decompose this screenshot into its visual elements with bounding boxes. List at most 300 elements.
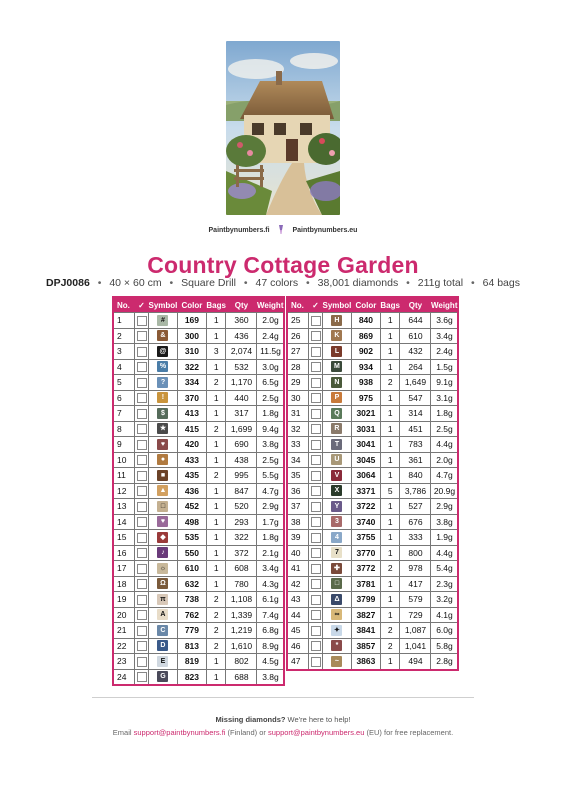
table-row bbox=[113, 607, 284, 623]
row-weight: 1.9g bbox=[431, 530, 459, 546]
table-row bbox=[287, 483, 458, 499]
table-row bbox=[287, 514, 458, 530]
row-qty: 1,108 bbox=[226, 592, 257, 608]
header-qty: Qty bbox=[226, 297, 257, 313]
row-number: 10 bbox=[113, 452, 135, 468]
row-checkbox[interactable] bbox=[135, 669, 149, 685]
row-checkbox[interactable] bbox=[309, 452, 323, 468]
row-color-code: 413 bbox=[177, 406, 206, 422]
row-color-code: 3755 bbox=[351, 530, 380, 546]
symbol-swatch: V bbox=[331, 470, 342, 481]
row-qty: 494 bbox=[400, 654, 431, 670]
row-qty: 729 bbox=[400, 607, 431, 623]
checkbox[interactable] bbox=[311, 440, 321, 450]
row-number: 23 bbox=[113, 654, 135, 670]
symbol-swatch: A bbox=[157, 609, 168, 620]
support-email-fi-link[interactable]: support@paintbynumbers.fi bbox=[133, 728, 226, 737]
row-checkbox[interactable] bbox=[309, 421, 323, 437]
row-qty: 610 bbox=[400, 328, 431, 344]
row-bags: 2 bbox=[206, 607, 226, 623]
row-qty: 608 bbox=[226, 561, 257, 577]
row-weight: 3.4g bbox=[257, 561, 285, 577]
symbol-swatch: G bbox=[157, 671, 168, 682]
table-row bbox=[113, 421, 284, 437]
row-bags: 1 bbox=[206, 514, 226, 530]
row-checkbox[interactable] bbox=[309, 483, 323, 499]
checkbox[interactable] bbox=[137, 564, 147, 574]
symbol-swatch: & bbox=[157, 330, 168, 341]
checkbox[interactable] bbox=[311, 641, 321, 651]
row-bags: 1 bbox=[380, 313, 400, 329]
row-color-code: 813 bbox=[177, 638, 206, 654]
table-row bbox=[287, 328, 458, 344]
checkbox[interactable] bbox=[311, 486, 321, 496]
row-checkbox[interactable] bbox=[135, 406, 149, 422]
row-qty: 322 bbox=[226, 530, 257, 546]
row-symbol bbox=[323, 545, 352, 561]
table-row bbox=[113, 638, 284, 654]
row-checkbox[interactable] bbox=[135, 437, 149, 453]
row-number: 37 bbox=[287, 499, 309, 515]
checkbox[interactable] bbox=[137, 533, 147, 543]
table-row bbox=[287, 421, 458, 437]
checkbox[interactable] bbox=[137, 347, 147, 357]
row-qty: 361 bbox=[400, 452, 431, 468]
row-symbol bbox=[323, 313, 352, 329]
row-bags: 1 bbox=[206, 654, 226, 670]
row-bags: 1 bbox=[206, 576, 226, 592]
row-qty: 527 bbox=[400, 499, 431, 515]
checkbox[interactable] bbox=[311, 424, 321, 434]
table-row bbox=[287, 313, 458, 329]
row-weight: 1.5g bbox=[431, 359, 459, 375]
row-checkbox[interactable] bbox=[309, 638, 323, 654]
checkbox[interactable] bbox=[311, 595, 321, 605]
row-symbol bbox=[323, 390, 352, 406]
row-weight: 4.4g bbox=[431, 437, 459, 453]
checkbox[interactable] bbox=[311, 502, 321, 512]
separator: • bbox=[406, 277, 410, 289]
row-symbol bbox=[149, 421, 178, 437]
row-color-code: 3045 bbox=[351, 452, 380, 468]
row-symbol bbox=[323, 359, 352, 375]
row-bags: 1 bbox=[206, 452, 226, 468]
checkbox[interactable] bbox=[137, 316, 147, 326]
row-weight: 5.8g bbox=[431, 638, 459, 654]
meta-colors: 47 colors bbox=[255, 277, 299, 289]
row-qty: 579 bbox=[400, 592, 431, 608]
row-number: 43 bbox=[287, 592, 309, 608]
row-number: 17 bbox=[113, 561, 135, 577]
checkbox[interactable] bbox=[311, 657, 321, 667]
row-checkbox[interactable] bbox=[309, 592, 323, 608]
row-qty: 438 bbox=[226, 452, 257, 468]
row-bags: 1 bbox=[206, 406, 226, 422]
row-weight: 5.5g bbox=[257, 468, 285, 484]
table-row bbox=[113, 328, 284, 344]
row-symbol bbox=[149, 406, 178, 422]
row-weight: 2.3g bbox=[431, 576, 459, 592]
symbol-swatch: ☼ bbox=[157, 563, 168, 574]
checkbox[interactable] bbox=[137, 517, 147, 527]
row-checkbox[interactable] bbox=[309, 359, 323, 375]
checkbox[interactable] bbox=[137, 672, 147, 682]
row-color-code: 334 bbox=[177, 375, 206, 391]
color-table-left bbox=[112, 296, 285, 686]
row-weight: 2.4g bbox=[257, 328, 285, 344]
row-number: 29 bbox=[287, 375, 309, 391]
row-color-code: 934 bbox=[351, 359, 380, 375]
row-color-code: 452 bbox=[177, 499, 206, 515]
symbol-swatch: Q bbox=[331, 408, 342, 419]
row-weight: 2.5g bbox=[431, 421, 459, 437]
symbol-swatch: ! bbox=[157, 392, 168, 403]
checkbox[interactable] bbox=[311, 471, 321, 481]
row-symbol bbox=[149, 390, 178, 406]
checkbox[interactable] bbox=[311, 378, 321, 388]
table-body-right bbox=[287, 313, 458, 670]
row-checkbox[interactable] bbox=[135, 576, 149, 592]
row-color-code: 3781 bbox=[351, 576, 380, 592]
checkbox[interactable] bbox=[311, 548, 321, 558]
row-symbol bbox=[323, 638, 352, 654]
row-qty: 800 bbox=[400, 545, 431, 561]
checkbox[interactable] bbox=[311, 331, 321, 341]
row-qty: 847 bbox=[226, 483, 257, 499]
row-bags: 1 bbox=[380, 654, 400, 670]
row-qty: 314 bbox=[400, 406, 431, 422]
row-checkbox[interactable] bbox=[309, 328, 323, 344]
row-number: 25 bbox=[287, 313, 309, 329]
row-color-code: 433 bbox=[177, 452, 206, 468]
row-qty: 372 bbox=[226, 545, 257, 561]
row-checkbox[interactable] bbox=[135, 654, 149, 670]
symbol-swatch: ✚ bbox=[331, 563, 342, 574]
checkbox[interactable] bbox=[137, 486, 147, 496]
header-color: Color bbox=[351, 297, 380, 313]
row-color-code: 310 bbox=[177, 344, 206, 360]
row-color-code: 436 bbox=[177, 483, 206, 499]
row-checkbox[interactable] bbox=[309, 530, 323, 546]
row-bags: 1 bbox=[380, 406, 400, 422]
checkbox[interactable] bbox=[311, 393, 321, 403]
row-checkbox[interactable] bbox=[309, 623, 323, 639]
table-row bbox=[287, 654, 458, 670]
row-color-code: 3031 bbox=[351, 421, 380, 437]
row-bags: 1 bbox=[380, 452, 400, 468]
row-weight: 3.1g bbox=[431, 390, 459, 406]
table-row bbox=[287, 499, 458, 515]
row-qty: 264 bbox=[400, 359, 431, 375]
row-symbol bbox=[323, 499, 352, 515]
symbol-swatch: L bbox=[331, 346, 342, 357]
row-checkbox[interactable] bbox=[309, 514, 323, 530]
row-weight: 2.9g bbox=[257, 499, 285, 515]
footer-headline-rest: We're here to help! bbox=[285, 715, 351, 724]
row-symbol bbox=[323, 530, 352, 546]
row-checkbox[interactable] bbox=[135, 592, 149, 608]
row-weight: 6.1g bbox=[257, 592, 285, 608]
checkbox[interactable] bbox=[137, 424, 147, 434]
row-weight: 2.0g bbox=[257, 313, 285, 329]
row-weight: 1.7g bbox=[257, 514, 285, 530]
row-checkbox[interactable] bbox=[309, 344, 323, 360]
row-weight: 2.5g bbox=[257, 452, 285, 468]
checkbox[interactable] bbox=[137, 409, 147, 419]
row-checkbox[interactable] bbox=[309, 390, 323, 406]
row-number: 30 bbox=[287, 390, 309, 406]
checkbox[interactable] bbox=[311, 316, 321, 326]
row-symbol bbox=[149, 344, 178, 360]
row-number: 32 bbox=[287, 421, 309, 437]
header-bags: Bags bbox=[206, 297, 226, 313]
row-symbol bbox=[149, 654, 178, 670]
row-checkbox[interactable] bbox=[135, 468, 149, 484]
row-weight: 3.6g bbox=[431, 313, 459, 329]
row-color-code: 370 bbox=[177, 390, 206, 406]
table-header-row bbox=[287, 297, 458, 313]
checkbox[interactable] bbox=[137, 455, 147, 465]
row-number: 34 bbox=[287, 452, 309, 468]
row-checkbox[interactable] bbox=[135, 328, 149, 344]
checkbox[interactable] bbox=[311, 517, 321, 527]
table-row bbox=[113, 592, 284, 608]
row-weight: 3.4g bbox=[431, 328, 459, 344]
row-symbol bbox=[323, 344, 352, 360]
checkbox[interactable] bbox=[311, 579, 321, 589]
table-row bbox=[287, 576, 458, 592]
row-number: 12 bbox=[113, 483, 135, 499]
row-symbol bbox=[323, 561, 352, 577]
row-checkbox[interactable] bbox=[309, 375, 323, 391]
row-checkbox[interactable] bbox=[135, 607, 149, 623]
checkbox[interactable] bbox=[311, 564, 321, 574]
row-bags: 1 bbox=[380, 437, 400, 453]
row-bags: 1 bbox=[380, 607, 400, 623]
symbol-swatch: P bbox=[331, 392, 342, 403]
row-number: 33 bbox=[287, 437, 309, 453]
row-checkbox[interactable] bbox=[309, 313, 323, 329]
row-qty: 1,087 bbox=[400, 623, 431, 639]
table-row bbox=[113, 514, 284, 530]
checkbox[interactable] bbox=[137, 579, 147, 589]
row-color-code: 550 bbox=[177, 545, 206, 561]
checkbox[interactable] bbox=[137, 378, 147, 388]
row-checkbox[interactable] bbox=[135, 530, 149, 546]
row-bags: 1 bbox=[206, 390, 226, 406]
brand-fi: Paintbynumbers.fi bbox=[208, 227, 270, 234]
row-weight: 6.5g bbox=[257, 375, 285, 391]
table-row bbox=[287, 592, 458, 608]
checkbox[interactable] bbox=[137, 657, 147, 667]
row-weight: 2.0g bbox=[431, 452, 459, 468]
row-symbol bbox=[149, 561, 178, 577]
row-bags: 1 bbox=[380, 499, 400, 515]
meta-size: 40 × 60 cm bbox=[109, 277, 162, 289]
row-number: 42 bbox=[287, 576, 309, 592]
checkbox[interactable] bbox=[311, 347, 321, 357]
row-checkbox[interactable] bbox=[309, 654, 323, 670]
row-checkbox[interactable] bbox=[135, 313, 149, 329]
checkbox[interactable] bbox=[137, 471, 147, 481]
row-color-code: 779 bbox=[177, 623, 206, 639]
symbol-swatch: Δ bbox=[331, 594, 342, 605]
row-color-code: 3827 bbox=[351, 607, 380, 623]
table-row bbox=[113, 359, 284, 375]
row-qty: 2,074 bbox=[226, 344, 257, 360]
row-weight: 3.8g bbox=[431, 514, 459, 530]
checkbox[interactable] bbox=[137, 626, 147, 636]
table-row bbox=[287, 623, 458, 639]
table-row bbox=[113, 530, 284, 546]
row-number: 40 bbox=[287, 545, 309, 561]
row-number: 47 bbox=[287, 654, 309, 670]
row-qty: 1,649 bbox=[400, 375, 431, 391]
row-weight: 2.1g bbox=[257, 545, 285, 561]
separator: • bbox=[306, 277, 310, 289]
row-symbol bbox=[323, 406, 352, 422]
row-symbol bbox=[323, 328, 352, 344]
checkbox[interactable] bbox=[137, 440, 147, 450]
row-number: 1 bbox=[113, 313, 135, 329]
table-row bbox=[113, 623, 284, 639]
footer-pre: Email bbox=[112, 728, 134, 737]
row-number: 20 bbox=[113, 607, 135, 623]
row-checkbox[interactable] bbox=[135, 499, 149, 515]
row-checkbox[interactable] bbox=[135, 390, 149, 406]
row-checkbox[interactable] bbox=[135, 483, 149, 499]
checkbox[interactable] bbox=[137, 595, 147, 605]
row-color-code: 3770 bbox=[351, 545, 380, 561]
row-qty: 688 bbox=[226, 669, 257, 685]
row-checkbox[interactable] bbox=[309, 607, 323, 623]
row-qty: 333 bbox=[400, 530, 431, 546]
row-weight: 7.4g bbox=[257, 607, 285, 623]
row-weight: 6.8g bbox=[257, 623, 285, 639]
row-weight: 3.0g bbox=[257, 359, 285, 375]
row-checkbox[interactable] bbox=[309, 437, 323, 453]
row-symbol bbox=[149, 669, 178, 685]
row-color-code: 819 bbox=[177, 654, 206, 670]
header-weight: Weight bbox=[431, 297, 459, 313]
checkbox[interactable] bbox=[137, 548, 147, 558]
separator: • bbox=[97, 277, 102, 289]
row-color-code: 3799 bbox=[351, 592, 380, 608]
table-row bbox=[113, 545, 284, 561]
symbol-swatch: ■ bbox=[157, 470, 168, 481]
symbol-swatch: ✦ bbox=[331, 625, 342, 636]
row-checkbox[interactable] bbox=[309, 545, 323, 561]
row-checkbox[interactable] bbox=[135, 375, 149, 391]
paintbrush-icon bbox=[278, 225, 284, 234]
checkbox[interactable] bbox=[137, 331, 147, 341]
table-row bbox=[113, 468, 284, 484]
checkbox[interactable] bbox=[137, 641, 147, 651]
row-checkbox[interactable] bbox=[135, 452, 149, 468]
row-checkbox[interactable] bbox=[135, 638, 149, 654]
row-weight: 2.4g bbox=[431, 344, 459, 360]
row-bags: 2 bbox=[380, 623, 400, 639]
row-color-code: 3841 bbox=[351, 623, 380, 639]
header-check: ✓ bbox=[309, 297, 323, 313]
support-email-eu-link[interactable]: support@paintbynumbers.eu bbox=[267, 728, 365, 737]
row-color-code: 3041 bbox=[351, 437, 380, 453]
row-number: 9 bbox=[113, 437, 135, 453]
row-checkbox[interactable] bbox=[135, 514, 149, 530]
product-sku: DPJ0086 bbox=[46, 277, 90, 289]
checkbox[interactable] bbox=[311, 626, 321, 636]
row-symbol bbox=[149, 592, 178, 608]
row-number: 7 bbox=[113, 406, 135, 422]
row-number: 8 bbox=[113, 421, 135, 437]
table-row bbox=[287, 607, 458, 623]
row-symbol bbox=[149, 328, 178, 344]
brand-line bbox=[0, 225, 566, 234]
checkbox[interactable] bbox=[137, 610, 147, 620]
checkbox[interactable] bbox=[137, 502, 147, 512]
checkbox[interactable] bbox=[137, 393, 147, 403]
checkbox[interactable] bbox=[311, 409, 321, 419]
symbol-swatch: ∞ bbox=[331, 609, 342, 620]
row-color-code: 738 bbox=[177, 592, 206, 608]
table-row bbox=[113, 499, 284, 515]
row-bags: 1 bbox=[206, 561, 226, 577]
row-qty: 676 bbox=[400, 514, 431, 530]
row-symbol bbox=[149, 545, 178, 561]
row-checkbox[interactable] bbox=[135, 359, 149, 375]
row-checkbox[interactable] bbox=[309, 561, 323, 577]
symbol-swatch: π bbox=[157, 594, 168, 605]
row-checkbox[interactable] bbox=[135, 545, 149, 561]
symbol-swatch: 3 bbox=[331, 516, 342, 527]
row-number: 16 bbox=[113, 545, 135, 561]
row-qty: 293 bbox=[226, 514, 257, 530]
row-number: 18 bbox=[113, 576, 135, 592]
checkbox[interactable] bbox=[311, 610, 321, 620]
row-checkbox[interactable] bbox=[135, 344, 149, 360]
row-weight: 4.5g bbox=[257, 654, 285, 670]
row-checkbox[interactable] bbox=[309, 499, 323, 515]
checkbox[interactable] bbox=[311, 533, 321, 543]
row-bags: 1 bbox=[380, 592, 400, 608]
row-number: 11 bbox=[113, 468, 135, 484]
row-checkbox[interactable] bbox=[135, 623, 149, 639]
checkbox[interactable] bbox=[311, 362, 321, 372]
row-checkbox[interactable] bbox=[309, 468, 323, 484]
row-bags: 1 bbox=[206, 328, 226, 344]
row-checkbox[interactable] bbox=[135, 561, 149, 577]
symbol-swatch: K bbox=[331, 330, 342, 341]
row-symbol bbox=[149, 499, 178, 515]
row-checkbox[interactable] bbox=[309, 576, 323, 592]
row-bags: 2 bbox=[206, 468, 226, 484]
row-bags: 2 bbox=[206, 638, 226, 654]
table-row bbox=[113, 406, 284, 422]
row-bags: 3 bbox=[206, 344, 226, 360]
table-row bbox=[287, 638, 458, 654]
page-title: Country Cottage Garden bbox=[147, 252, 419, 278]
checkbox[interactable] bbox=[137, 362, 147, 372]
symbol-swatch: C bbox=[157, 625, 168, 636]
row-checkbox[interactable] bbox=[309, 406, 323, 422]
row-symbol bbox=[149, 375, 178, 391]
row-checkbox[interactable] bbox=[135, 421, 149, 437]
row-bags: 2 bbox=[380, 375, 400, 391]
row-qty: 840 bbox=[400, 468, 431, 484]
row-number: 24 bbox=[113, 669, 135, 685]
checkbox[interactable] bbox=[311, 455, 321, 465]
header-no: No. bbox=[113, 297, 135, 313]
